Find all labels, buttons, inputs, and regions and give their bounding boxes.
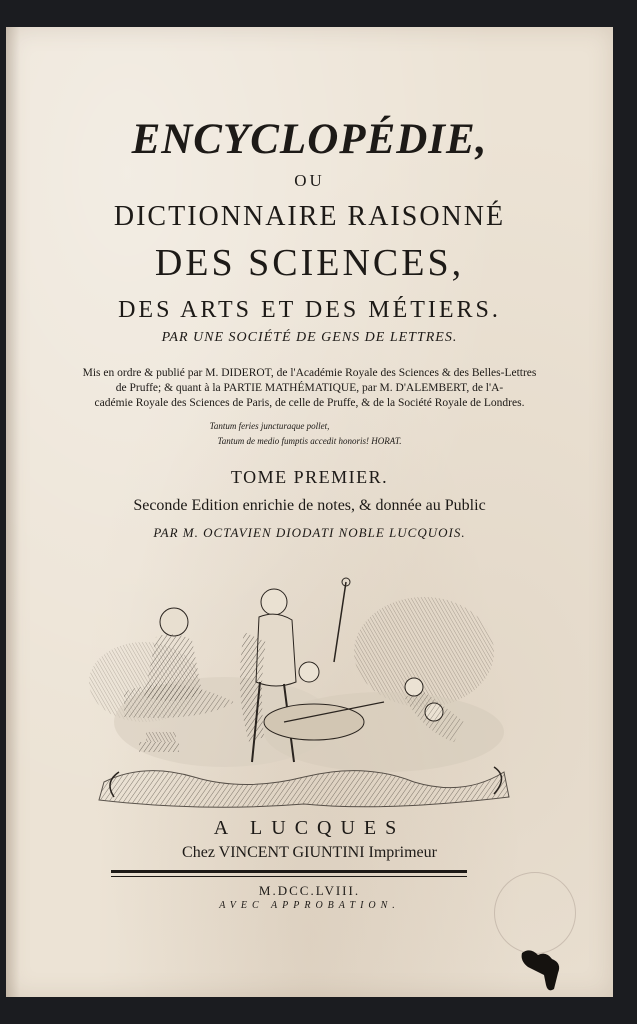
allegorical-engraving [84, 572, 524, 817]
conjunction-ou: OU [294, 171, 325, 190]
subtitle-sciences: DES SCIENCES, [154, 242, 465, 284]
tome-label: TOME PREMIER. [230, 467, 389, 487]
printer-line: Chez VINCENT GIUNTINI Imprimeur [182, 844, 437, 861]
book-title: ENCYCLOPÉDIE, [131, 116, 488, 163]
place-of-publication: A LUCQUES [213, 817, 406, 839]
approbation-line: AVEC APPROBATION. [219, 900, 400, 911]
credit-line-2: de Pruffe; & quant à la PARTIE MATHÉMATIQUE, par M. D'ALEMBERT, de l'A- [115, 382, 504, 394]
ink-blot-mark [518, 945, 566, 995]
title-page [6, 27, 613, 997]
motto-line-1: Tantum feries juncturaque pollet, [209, 421, 330, 431]
double-rule-thin [111, 876, 467, 877]
publication-date: M.DCC.LVIII. [258, 883, 361, 898]
library-stamp [494, 872, 576, 954]
editor-line: PAR M. OCTAVIEN DIODATI NOBLE LUCQUOIS. [153, 525, 466, 540]
edition-line: Seconde Edition enrichie de notes, & donnée au Public [133, 497, 486, 514]
subtitle-arts-metiers: DES ARTS ET DES MÉTIERS. [118, 297, 501, 323]
credit-line-1: Mis en ordre & publié par M. DIDEROT, de l'Académie Royale des Sciences & des Belles-Lettres [82, 367, 537, 379]
subtitle-dictionnaire: DICTIONNAIRE RAISONNÉ [113, 201, 506, 232]
double-rule-thick [111, 870, 467, 873]
motto-line-2: Tantum de medio fumptis accedit honoris! HORAT. [217, 436, 402, 446]
credit-line-3: cadémie Royale des Sciences de Paris, de celle de Pruffe, & de la Société Royale de Londres. [94, 397, 525, 409]
societe-line: PAR UNE SOCIÉTÉ DE GENS DE LETTRES. [161, 330, 458, 345]
